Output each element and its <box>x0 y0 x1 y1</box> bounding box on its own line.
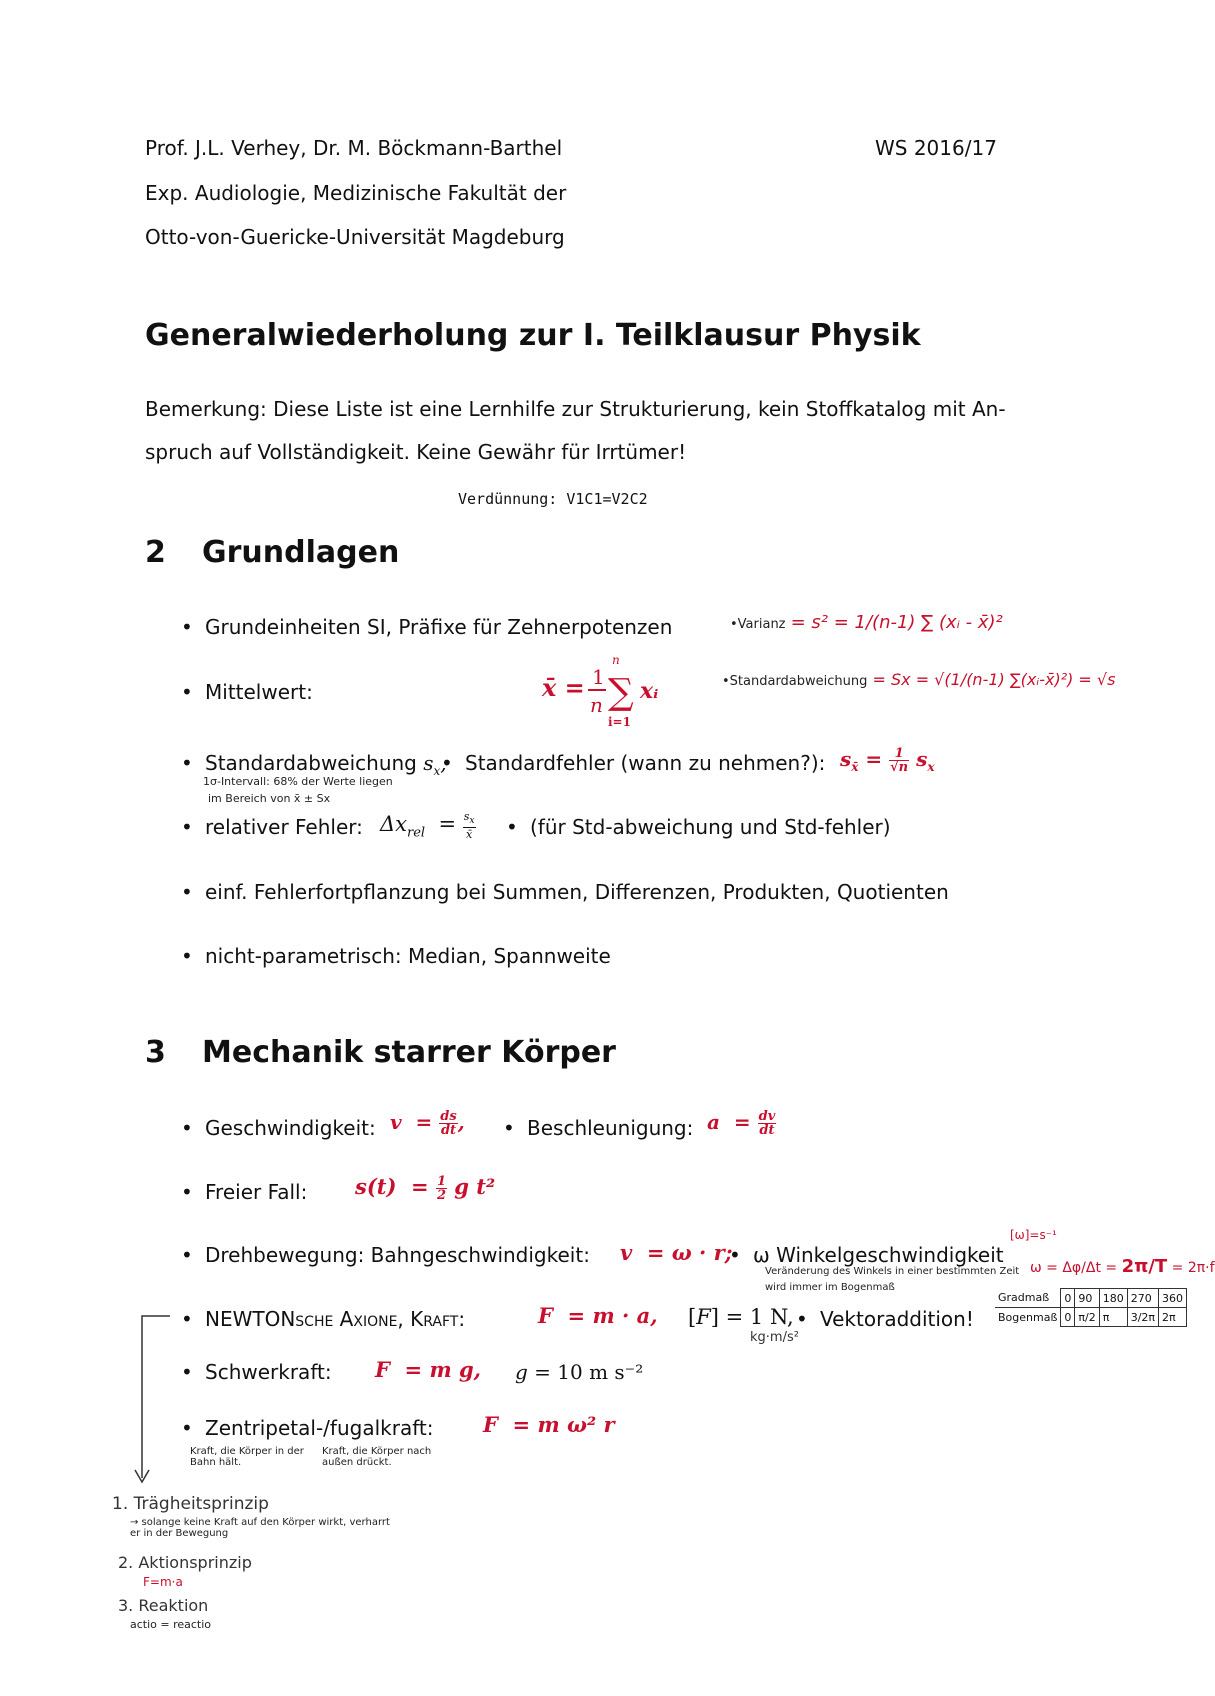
stdabw-formula: = Sx = √(1/(n-1) ∑(xᵢ-x̄)²) = √s <box>872 670 1116 689</box>
note-line-2: spruch auf Vollständigkeit. Keine Gewähr für Irrtümer! <box>145 440 687 464</box>
newton-law-2-note: F=m·a <box>143 1575 183 1589</box>
authors-line: Prof. J.L. Verhey, Dr. M. Böckmann-Barthel <box>145 136 563 160</box>
newton-law-3-note: actio = reactio <box>130 1618 212 1631</box>
list-item: • Drehbewegung: Bahngeschwindigkeit: <box>205 1243 590 1267</box>
vektoraddition-text: • Vektoraddition! <box>820 1307 974 1331</box>
table-cell: 0 <box>1061 1289 1075 1308</box>
omega-formula-handnote: ω = Δφ/Δt = 2π/T = 2π·f <box>1030 1256 1215 1277</box>
sx-symbol: $s_x$, <box>423 751 447 778</box>
newton-law-2: 2. Aktionsprinzip <box>118 1553 252 1572</box>
bracket-arrow-icon <box>130 1310 180 1490</box>
geschwindigkeit-text: Geschwindigkeit: <box>205 1116 376 1140</box>
stdfehler-formula: $s_{x̄}$ = $\frac{1}{√n}$ $s_x$ <box>840 746 935 775</box>
table-row <box>995 1289 1187 1308</box>
relfehler-formula: $\Delta x_{rel}$ = $\frac{s_x}{x̄}$ <box>380 810 475 842</box>
table-cell: 2π <box>1159 1308 1187 1327</box>
department-line-1: Exp. Audiologie, Medizinische Fakultät der <box>145 181 567 205</box>
centripetal-formula: F = m ω² r <box>483 1412 615 1437</box>
table-cell: 0 <box>1061 1308 1075 1327</box>
zentrifugal-handnote: Kraft, die Körper nach außen drückt. <box>322 1446 432 1468</box>
acceleration-formula: a = $\frac{dv}{dt}$ <box>707 1109 776 1138</box>
list-item <box>205 751 447 778</box>
table-cell: π <box>1099 1308 1127 1327</box>
varianz-handnote <box>730 612 1003 633</box>
rotation-formula: v = ω · r; <box>620 1240 733 1265</box>
table-row <box>995 1308 1187 1327</box>
newton-law-1-note: → solange keine Kraft auf den Körper wirkt, verharrt er in der Bewegung <box>130 1517 390 1539</box>
stdabw-label: •Standardabweichung <box>722 674 868 689</box>
zentripetal-text: • Zentripetal-/fugalkraft: <box>205 1416 433 1440</box>
force-unit: [F] = 1 N, <box>688 1305 794 1329</box>
newton-law-1: 1. Trägheitsprinzip <box>112 1494 269 1514</box>
department-line-2: Otto-von-Guericke-Universität Magdeburg <box>145 225 565 249</box>
table-cell: π/2 <box>1075 1308 1099 1327</box>
force-unit-handnote: kg·m/s² <box>750 1330 799 1345</box>
list-item <box>205 1307 465 1331</box>
list-item: • nicht-parametrisch: Median, Spannweite <box>205 944 611 968</box>
svg-text:x̄ =: x̄ = <box>542 673 585 702</box>
varianz-formula: = s² = 1/(n-1) ∑ (xᵢ - x̄)² <box>790 612 1003 633</box>
svg-text:n: n <box>590 693 603 717</box>
list-item: • Grundeinheiten SI, Präfixe für Zehnerpotenzen <box>205 615 672 639</box>
svg-text:1: 1 <box>592 665 605 689</box>
relfehler-note: • (für Std-abweichung und Std-fehler) <box>530 815 891 839</box>
mean-formula-svg <box>540 648 670 730</box>
relfehler-text: relativer Fehler: <box>205 815 363 839</box>
beschleunigung-text: • Beschleunigung: <box>527 1116 693 1140</box>
newton-text: NEWTONsche Axione, Kraft: <box>205 1307 466 1331</box>
table-cell: Gradmaß <box>995 1289 1061 1308</box>
svg-text:n: n <box>612 653 620 667</box>
list-item: • Freier Fall: <box>205 1180 307 1204</box>
table-cell: Bogenmaß <box>998 1310 1058 1324</box>
list-item: • Mittelwert: <box>205 680 313 704</box>
omega-handnote-2: wird immer im Bogenmaß <box>765 1282 895 1293</box>
section-3-number: 3 <box>145 1035 166 1070</box>
mean-formula <box>540 648 670 734</box>
gravity-formula: F = m g, <box>375 1357 481 1382</box>
table-cell: 90 <box>1075 1289 1099 1308</box>
list-item <box>205 815 363 839</box>
varianz-label: •Varianz <box>730 617 786 632</box>
stdabw-text: Standardabweichung <box>205 751 417 775</box>
table-cell: 360 <box>1159 1289 1187 1308</box>
newton-law-3: 3. Reaktion <box>118 1596 209 1615</box>
section-3-title: Mechanik starrer Körper <box>202 1035 616 1070</box>
table-cell: 3/2π <box>1127 1308 1158 1327</box>
angle-conversion-table <box>995 1288 1187 1327</box>
list-item <box>205 1116 376 1140</box>
section-2-title: Grundlagen <box>202 535 400 570</box>
table-cell: 270 <box>1127 1289 1158 1308</box>
omega-handnote-1: Veränderung des Winkels in einer bestimmten Zeit <box>765 1266 1020 1277</box>
table-cell: 180 <box>1099 1289 1127 1308</box>
conversion-table <box>995 1288 1187 1327</box>
omega-unit-handnote: [ω]=s⁻¹ <box>1010 1228 1057 1242</box>
note-line-1: Bemerkung: Diese Liste ist eine Lernhilfe zur Strukturierung, kein Stoffkatalog mit An- <box>145 397 1006 421</box>
section-2-number: 2 <box>145 535 166 570</box>
force-formula: F = m · a, <box>538 1303 658 1328</box>
stdabw-handnote <box>722 670 1115 689</box>
stdfehler-text: • Standardfehler (wann zu nehmen?): <box>465 751 825 775</box>
sigma-handnote-1: 1σ-Intervall: 68% der Werte liegen <box>203 775 393 788</box>
svg-text:xᵢ: xᵢ <box>640 678 659 704</box>
zentripetal-handnote: Kraft, die Körper in der Bahn hält. <box>190 1446 304 1468</box>
svg-text:i=1: i=1 <box>608 715 631 729</box>
winkelgeschwindigkeit-text: • ω Winkelgeschwindigkeit <box>753 1243 1004 1267</box>
velocity-formula: v = $\frac{ds}{dt}$ , <box>390 1109 465 1138</box>
svg-text:∑: ∑ <box>608 672 634 713</box>
gravity-constant: g = 10 m s⁻² <box>515 1360 644 1384</box>
semester-label: WS 2016/17 <box>875 136 997 160</box>
sigma-handnote-2: im Bereich von x̄ ± Sx <box>208 792 331 805</box>
freefall-formula: s(t) = $\frac{1}{2}$ g t² <box>355 1174 496 1203</box>
schwerkraft-text: • Schwerkraft: <box>205 1360 332 1384</box>
document-title: Generalwiederholung zur I. Teilklausur Physik <box>145 318 921 353</box>
list-item: • einf. Fehlerfortpflanzung bei Summen, Differenzen, Produkten, Quotienten <box>205 880 949 904</box>
verduennung-note: Verdünnung: V1C1=V2C2 <box>458 490 648 508</box>
